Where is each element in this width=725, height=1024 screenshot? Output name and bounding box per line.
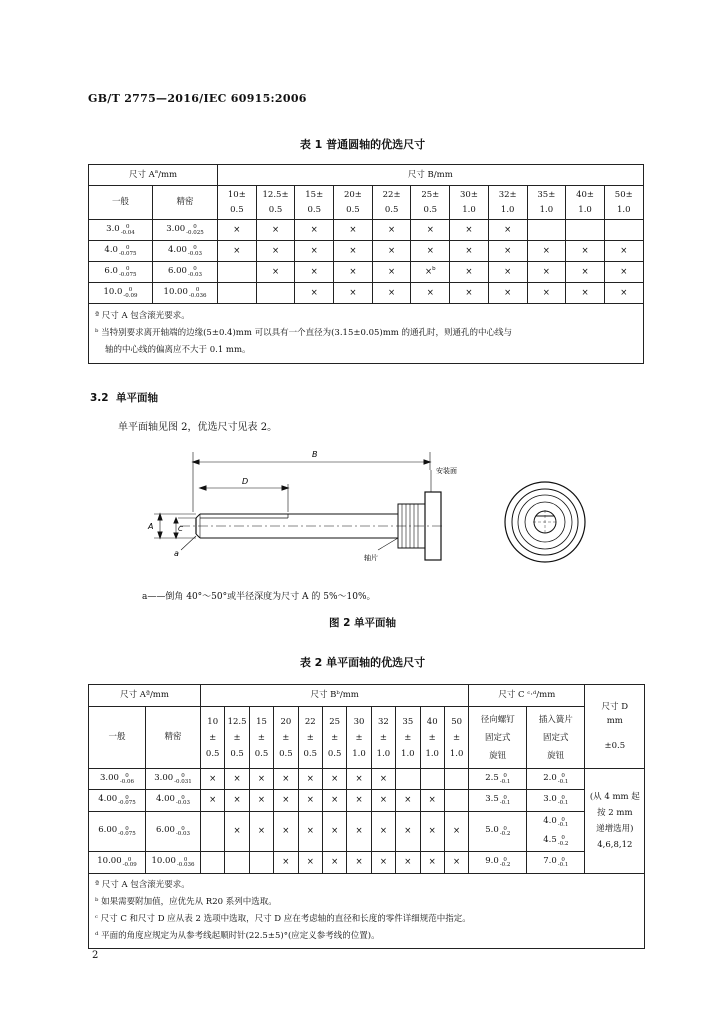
table1-mark [218,262,257,283]
table1-b-col-7: 32± 1.0 [488,186,527,220]
section-title: 单平面轴 [116,392,158,404]
table1-b-col-9: 40± 1.0 [566,186,605,220]
table1-b-col-3: 20± 0.5 [334,186,373,220]
table2 [88,684,645,949]
table1-precise-value: 10.00 0 -0.036 [153,283,218,304]
table1-general-value: 3.0 0 -0.04 [89,220,153,241]
table1-mark: × [450,283,489,304]
table1-precise-value: 4.00 0 -0.03 [153,241,218,262]
table1-mark: × [372,241,411,262]
table2-mark: × [371,790,395,812]
table2-c2-value: 3.0 0 -0.1 [527,790,585,812]
table1-dim-b-header: 尺寸 B/mm [218,165,644,186]
table1-mark: × [527,283,566,304]
table2-mark: × [298,812,322,852]
table2-c2-value: 7.0 0 -0.1 [527,852,585,874]
section-heading [90,390,158,405]
table2-mark [444,790,468,812]
table1-mark: × [527,262,566,283]
table2-note: ᶜ 尺寸 C 和尺寸 D 应从表 2 选项中选取，尺寸 D 应在考虑轴的直径和长度的零件详细规范中指定。 [95,914,471,924]
table1-mark: × [334,241,373,262]
table1-mark [604,220,643,241]
table1-mark: × [604,241,643,262]
table2-col-general: 一般 [89,707,146,769]
table1-mark: × [411,220,450,241]
table1-mark: × [372,283,411,304]
fig2-label-c: C [178,525,183,533]
table1 [88,164,644,364]
table2-mark: × [371,852,395,874]
table2-mark: × [249,769,273,790]
table2-mark: × [225,790,249,812]
table2-mark: × [396,812,420,852]
table2-precise-value: 4.00 0 -0.03 [146,790,201,812]
table-row [89,241,644,262]
table1-mark: × [604,262,643,283]
table1-b-col-5: 25± 0.5 [411,186,450,220]
table2-mark: × [347,852,371,874]
table2-c2-value: 2.0 0 -0.1 [527,769,585,790]
table2-note: ᵈ 平面的角度应规定为从参考线起顺时针(22.5±5)°(应定义参考线的位置)。 [95,931,380,941]
table2-mark: × [420,852,444,874]
table2-mark: × [444,812,468,852]
table1-col-general: 一般 [89,186,153,220]
table1-general-value: 10.0 0 -0.09 [89,283,153,304]
table-row [89,220,644,241]
table1-mark: ×$^b$ [411,262,450,283]
table2-c1-value: 2.5 0 -0.1 [469,769,527,790]
table2-precise-value: 3.00 0 -0.031 [146,769,201,790]
table1-mark: × [488,220,527,241]
table-row [89,852,645,874]
table2-mark: × [249,790,273,812]
table2-mark: × [274,790,298,812]
table2-mark [225,852,249,874]
table1-general-value: 4.0 0 -0.075 [89,241,153,262]
table2-c-sub-0: 径向螺钉 固定式 旋钮 [469,707,527,769]
table2-mark: × [396,790,420,812]
table2-mark: × [201,790,225,812]
table1-mark: × [450,262,489,283]
table2-c1-value: 5.0 0 -0.2 [469,812,527,852]
table2-precise-value: 6.00 0 -0.03 [146,812,201,852]
table2-general-value: 10.00 0 -0.09 [89,852,146,874]
table1-mark: × [256,220,295,241]
table2-mark [444,769,468,790]
table1-b-col-6: 30± 1.0 [450,186,489,220]
table1-caption: 表 1 普通圆轴的优选尺寸 [299,138,426,151]
table1-mark: × [450,241,489,262]
table1-mark: × [334,220,373,241]
table2-c-sub-1: 插入簧片 固定式 旋钮 [527,707,585,769]
table2-mark: × [201,769,225,790]
table1-general-value: 6.0 0 -0.075 [89,262,153,283]
table2-mark: × [347,790,371,812]
table2-b-col-0: 10 ± 0.5 [201,707,225,769]
table1-mark: × [488,283,527,304]
table2-mark: × [371,769,395,790]
table2-mark: × [420,812,444,852]
table1-mark: × [256,262,295,283]
table2-mark: × [347,812,371,852]
table1-mark: × [218,220,257,241]
table2-dim-a-header: 尺寸 Aª/mm [89,685,201,707]
table1-mark [527,220,566,241]
table1-b-col-1: 12.5± 0.5 [256,186,295,220]
table1-mark: × [566,241,605,262]
table2-notes [89,874,645,949]
table1-note-b-cont: 轴的中心线的偏离应不大于 0.1 mm。 [105,345,251,355]
table1-note-b: ᵇ 当特别要求离开轴端的边缘(5±0.4)mm 可以具有一个直径为(3.15±0.05)mm 的通孔时，则通孔的中心线与 [95,328,513,338]
table1-mark [256,283,295,304]
table2-b-col-3: 20 ± 0.5 [274,707,298,769]
table2-b-col-6: 30 ± 1.0 [347,707,371,769]
table1-precise-value: 6.00 0 -0.03 [153,262,218,283]
table-row [89,812,645,852]
table2-mark: × [396,852,420,874]
table1-mark: × [295,283,334,304]
fig2-label-mount: 安装面 [436,467,457,475]
table1-mark: × [295,241,334,262]
table2-dim-d-header: 尺寸 D mm ±0.5 [585,685,645,769]
section-number: 3.2 [90,392,109,404]
standard-number: GB/T 2775—2016/IEC 60915:2006 [88,92,307,105]
table1-mark: × [450,220,489,241]
table1-mark [218,283,257,304]
table2-mark: × [274,852,298,874]
table1-mark: × [295,262,334,283]
figure2-legend: a——倒角 40°～50°或半径深度为尺寸 A 的 5%～10%。 [142,592,376,602]
table1-dim-a-header: 尺寸 $A^a/mm$ [89,165,218,186]
table2-mark: × [322,769,346,790]
table1-mark: × [488,262,527,283]
table2-b-col-7: 32 ± 1.0 [371,707,395,769]
table1-precise-value: 3.00 0 -0.025 [153,220,218,241]
table-row [89,283,644,304]
table2-mark: × [322,790,346,812]
table2-c1-value: 9.0 0 -0.2 [469,852,527,874]
fig2-label-a-dim: A [148,522,154,531]
table2-mark [201,812,225,852]
table2-mark: × [371,812,395,852]
table1-mark: × [372,220,411,241]
table2-mark [201,852,225,874]
table2-mark: × [225,812,249,852]
table2-note: ᵇ 如果需要附加值，应优先从 R20 系列中选取。 [95,897,277,907]
table2-b-col-9: 40 ± 1.0 [420,707,444,769]
table1-b-col-4: 22± 0.5 [372,186,411,220]
table2-mark: × [249,812,273,852]
table2-mark: × [444,852,468,874]
table2-dim-c-header: 尺寸 C ᶜ·ᵈ/mm [469,685,585,707]
table1-mark: × [488,241,527,262]
table1-mark: × [604,283,643,304]
table2-mark [420,769,444,790]
table2-b-col-4: 22 ± 0.5 [298,707,322,769]
table-row [89,769,645,790]
table1-notes [89,304,644,364]
table2-general-value: 3.00 0 -0.06 [89,769,146,790]
table2-c2-value: 4.0 0 -0.1 4.5 0 -0.2 [527,812,585,852]
table1-b-col-10: 50± 1.0 [604,186,643,220]
table2-b-col-2: 15 ± 0.5 [249,707,273,769]
table2-mark: × [274,769,298,790]
table2-b-col-8: 35 ± 1.0 [396,707,420,769]
table2-precise-value: 10.00 0 -0.036 [146,852,201,874]
table1-mark: × [334,262,373,283]
table1-mark: × [334,283,373,304]
table2-mark: × [298,852,322,874]
table1-note-a: ª 尺寸 A 包含滚光要求。 [95,311,190,321]
table1-mark: × [566,262,605,283]
table2-b-col-10: 50 ± 1.0 [444,707,468,769]
fig2-label-d: D [242,477,249,486]
table2-mark: × [420,790,444,812]
table1-mark: × [411,241,450,262]
figure2-drawing [140,440,620,580]
table2-mark: × [225,769,249,790]
table2-mark: × [298,769,322,790]
table1-mark: × [218,241,257,262]
table1-mark: × [295,220,334,241]
figure2-caption: 图 2 单平面轴 [328,617,397,629]
table2-mark: × [322,812,346,852]
table2-note: ª 尺寸 A 包含滚光要求。 [95,880,190,890]
table1-mark: × [256,241,295,262]
table1-mark [566,220,605,241]
section-paragraph: 单平面轴见图 2，优选尺寸见表 2。 [118,422,278,433]
table1-mark: × [372,262,411,283]
table2-c1-value: 3.5 0 -0.1 [469,790,527,812]
table-row [89,262,644,283]
table2-caption: 表 2 单平面轴的优选尺寸 [299,656,426,669]
fig2-label-chamfer: a [174,549,179,558]
table1-b-col-0: 10± 0.5 [218,186,257,220]
table2-b-col-1: 12.5 ± 0.5 [225,707,249,769]
table1-mark: × [411,283,450,304]
table2-general-value: 4.00 0 -0.075 [89,790,146,812]
fig2-label-flat: 轴片 [364,554,378,562]
table2-mark [396,769,420,790]
table2-mark: × [274,812,298,852]
table2-mark: × [322,852,346,874]
table2-mark: × [298,790,322,812]
table2-dim-b-header: 尺寸 Bᵇ/mm [201,685,469,707]
table2-b-col-5: 25 ± 0.5 [322,707,346,769]
table2-general-value: 6.00 0 -0.075 [89,812,146,852]
table2-mark: × [347,769,371,790]
page-number: 2 [92,950,99,961]
table1-b-col-2: 15± 0.5 [295,186,334,220]
table-row [89,790,645,812]
table1-b-col-8: 35± 1.0 [527,186,566,220]
fig2-label-b: B [312,450,318,459]
table1-mark: × [527,241,566,262]
table1-mark: × [566,283,605,304]
table2-mark [249,852,273,874]
table2-d-values: (从 4 mm 起 按 2 mm 递增选用) 4,6,8,12 [585,769,645,874]
table1-col-precise: 精密 [153,186,218,220]
table2-col-precise: 精密 [146,707,201,769]
